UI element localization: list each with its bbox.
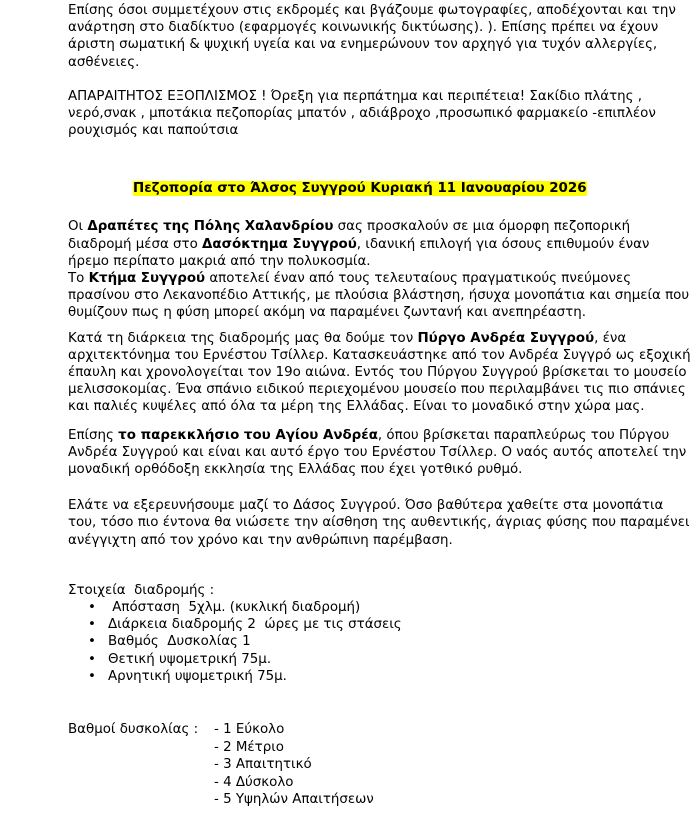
route-item-text: Θετική υψομετρική 75μ. bbox=[108, 651, 272, 667]
text-run: , ιδανική επιλογή για όσους επιθυμούν έναν ήρεμο περίπατο μακριά από την πολυκοσμία. bbox=[68, 236, 654, 269]
spacer bbox=[68, 156, 693, 180]
event-title: Πεζοπορία στο Άλσος Συγγρού Κυριακή 11 Ιανουαρίου 2026 bbox=[133, 181, 587, 197]
route-item bbox=[68, 651, 693, 668]
text-run: Οι bbox=[68, 219, 88, 235]
bullet-icon: • bbox=[88, 651, 96, 667]
chapel-paragraph bbox=[68, 427, 693, 479]
spacer bbox=[68, 478, 693, 497]
route-item bbox=[68, 599, 693, 616]
text-run: Επίσης bbox=[68, 427, 119, 443]
spacer bbox=[68, 322, 693, 330]
explore-paragraph: Ελάτε να εξερευνήσουμε μαζί το Δάσος Συγγρού. Όσο βαθύτερα χαθείτε στα μονοπάτια του, τόσο πιο έντονα θα νιώσετε την αίσθηση της αυθεντικής, άγριας φύσης που παραμένει ανέγγιχτη από τον χρόνο και την ανθρώπινη παρέμβαση. bbox=[68, 498, 694, 548]
bullet-icon: • bbox=[88, 668, 96, 684]
difficulty-level: - 4 Δύσκολο bbox=[214, 774, 294, 790]
difficulty-levels-list bbox=[214, 721, 374, 809]
route-item bbox=[68, 633, 693, 650]
text-run: , ένα αρχιτεκτόνημα του Ερνέστου Τσίλλερ. Κατασκευάστηκε από τον Ανδρέα Συγγρό ως εξοχική έπαυλη και χρονολογείται τον 19ο αιώνα. Εντός του Πύργου Συγγρού βρίσκεται το μουσείο μελισσοκομίας. Ένα σπάνιο ειδικού περιεχομένου μουσείο που περιλαμβάνει τις πιο σπάνιες και παλιές κυψέλες από όλα τα μέρη της Ελλάδας. Είναι το μοναδικό στην χώρα μας. bbox=[68, 330, 695, 415]
chapel-name: το παρεκκλήσιο του Αγίου Ανδρέα bbox=[118, 427, 378, 443]
difficulty-label: Βαθμοί δυσκολίας : bbox=[68, 722, 199, 738]
place-name: Δασόκτημα Συγγρού bbox=[202, 236, 357, 252]
spacer bbox=[68, 685, 693, 721]
route-item bbox=[68, 668, 693, 685]
tower-name: Πύργο Ανδρέα Συγγρού bbox=[417, 330, 595, 346]
intro-paragraph: Επίσης όσοι συμμετέχουν στις εκδρομές και βγάζουμε φωτογραφίες, αποδέχονται και την ανάρτηση στο διαδίκτυο (εφαρμογές κοινωνικής δικτύωσης). ). Επίσης πρέπει να έχουν άριστη σωματική & ψυχική υγεία και να ενημερώνουν τον αρχηγό για τυχόν αλλεργίες, ασθένειες. bbox=[68, 3, 681, 70]
invite-paragraph bbox=[68, 218, 693, 270]
spacer bbox=[68, 71, 693, 88]
text-run: , όπου βρίσκεται παραπλεύρως του Πύργου Ανδρέα Συγγρού και είναι και αυτό έργο του Ερνέστου Τσίλλερ. Ο ναός αυτός αποτελεί την μοναδική ορθόδοξη εκκλησία της Ελλάδας που έχει γοτθικό ρυθμό. bbox=[68, 427, 691, 478]
difficulty-level: - 1 Εύκολο bbox=[214, 722, 285, 738]
event-title-line bbox=[68, 180, 693, 197]
document bbox=[68, 2, 693, 821]
difficulty-level: - 5 Υψηλών Απαιτήσεων bbox=[214, 792, 374, 808]
tower-paragraph bbox=[68, 330, 693, 416]
route-item-text: Απόσταση 5χλμ. (κυκλική διαδρομή) bbox=[108, 600, 361, 616]
difficulty-level: - 3 Απαιτητικό bbox=[214, 757, 312, 773]
spacer bbox=[68, 416, 693, 427]
estate-name: Κτήμα Συγγρού bbox=[88, 271, 206, 287]
spacer bbox=[68, 549, 693, 582]
bullet-icon: • bbox=[88, 617, 96, 633]
text-run: σας προσκαλούν σε μια όμορφη πεζοπορική διαδρομή μέσα στο bbox=[68, 219, 635, 252]
estate-paragraph bbox=[68, 270, 693, 322]
spacer bbox=[68, 197, 693, 218]
bullet-icon: • bbox=[88, 600, 96, 616]
organizer-name: Δραπέτες της Πόλης Χαλανδρίου bbox=[87, 219, 334, 235]
route-item-text: Αρνητική υψομετρική 75μ. bbox=[108, 668, 287, 684]
difficulty-level: - 2 Μέτριο bbox=[214, 739, 284, 755]
spacer bbox=[68, 139, 693, 156]
route-details-list bbox=[68, 599, 693, 685]
text-run: αποτελεί έναν από τους τελευταίους πραγματικούς πνεύμονες πρασίνου στο Λεκανοπέδιο Αττικής, με πλούσια βλάστηση, ήσυχα μονοπάτια και σημεία που θυμίζουν πως η φύση μπορεί ακόμη να παραμένει ζωντανή και ανεπηρέαστη. bbox=[68, 271, 694, 321]
text-run: Κατά τη διάρκεια της διαδρομής μας θα δούμε τον bbox=[68, 330, 418, 346]
route-item-text: Βαθμός Δυσκολίας 1 bbox=[108, 634, 251, 650]
route-heading: Στοιχεία διαδρομής : bbox=[68, 582, 215, 598]
route-item bbox=[68, 616, 693, 633]
difficulty-scale bbox=[68, 721, 693, 821]
route-item-text: Διάρκεια διαδρομής 2 ώρες με τις στάσεις bbox=[108, 617, 402, 633]
bullet-icon: • bbox=[88, 634, 96, 650]
text-run: Το bbox=[68, 271, 89, 287]
equipment-paragraph: ΑΠΑΡΑΙΤΗΤΟΣ ΕΞΟΠΛΙΣΜΟΣ ! Όρεξη για περπάτημα και περιπέτεια! Σακίδιο πλάτης , νερό,σνακ , μποτάκια πεζοπορίας μπατόν , αδιάβροχο ,προσωπικό φαρμακείο -επιπλέον ρουχισμός και παπούτσια bbox=[68, 88, 661, 139]
